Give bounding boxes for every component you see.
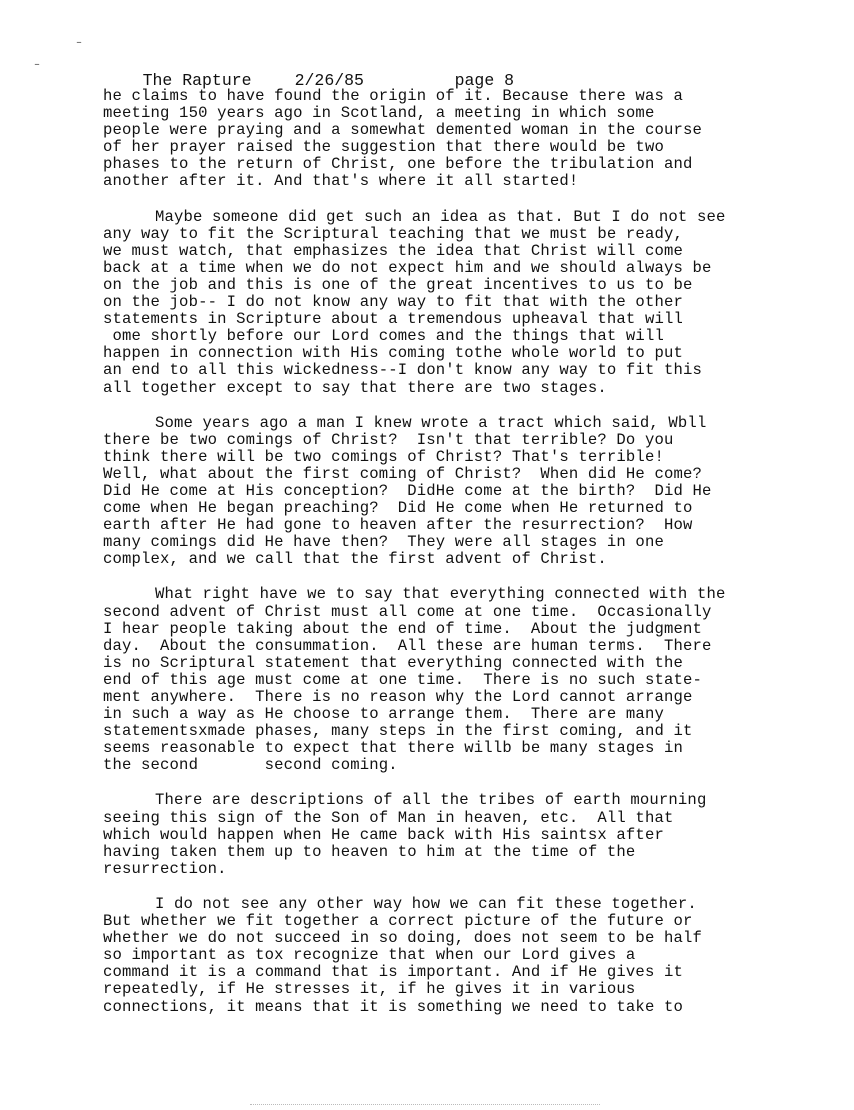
- text-line: Well, what about the first coming of Christ? When did He come?: [103, 464, 702, 483]
- paragraph: [103, 209, 803, 397]
- text-line: What right have we to say that everything connected with the: [155, 585, 726, 604]
- text-line: complex, and we call that the first advent of Christ.: [103, 550, 607, 569]
- paragraph: [103, 415, 803, 569]
- text-line: many comings did He have then? They were all stages in one: [103, 533, 664, 552]
- text-line: meeting 150 years ago in Scotland, a meeting in which some: [103, 104, 655, 123]
- text-line: so important as tox recognize that when our Lord gives a: [103, 946, 636, 965]
- text-line: connections, it means that it is something we need to take to: [103, 997, 683, 1016]
- text-line: earth after He had gone to heaven after the resurrection? How: [103, 516, 693, 535]
- text-line: end of this age must come at one time. There is no such state-: [103, 670, 702, 689]
- text-line: the second second coming.: [103, 756, 398, 775]
- paragraph: [103, 586, 803, 774]
- text-line: ome shortly before our Lord comes and the things that will: [103, 327, 664, 346]
- text-line: happen in connection with His coming tothe whole world to put: [103, 344, 683, 363]
- stray-mark: –: [34, 60, 41, 71]
- text-line: any way to fit the Scriptural teaching that we must be ready,: [103, 224, 683, 243]
- document-title: The Rapture: [142, 71, 252, 90]
- text-line: is no Scriptural statement that everything connected with the: [103, 653, 683, 672]
- text-line: I do not see any other way how we can fit these together.: [155, 894, 697, 913]
- text-line: statementsxmade phases, many steps in the first coming, and it: [103, 722, 693, 741]
- paragraph: [103, 896, 803, 1016]
- text-line: come when He began preaching? Did He come when He returned to: [103, 499, 693, 518]
- paragraph: [103, 88, 803, 191]
- text-line: phases to the return of Christ, one before the tribulation and: [103, 155, 693, 174]
- text-line: of her prayer raised the suggestion that there would be two: [103, 138, 664, 157]
- text-line: an end to all this wickedness--I don't know any way to fit this: [103, 361, 702, 380]
- text-line: command it is a command that is important. And if He gives it: [103, 963, 683, 982]
- text-line: statements in Scripture about a tremendous upheaval that will: [103, 310, 683, 329]
- text-line: another after it. And that's where it all started!: [103, 172, 579, 191]
- document-date: 2/26/85: [294, 71, 364, 90]
- page-number: page 8: [454, 71, 515, 90]
- text-line: repeatedly, if He stresses it, if he gives it in various: [103, 980, 636, 999]
- text-line: which would happen when He came back with His saintsx after: [103, 825, 664, 844]
- text-line: There are descriptions of all the tribes of earth mourning: [155, 791, 707, 810]
- text-line: ment anywhere. There is no reason why the Lord cannot arrange: [103, 688, 693, 706]
- text-line: he claims to have found the origin of it. Because there was a: [103, 87, 683, 105]
- text-line: on the job-- I do not know any way to fit that with the other: [103, 293, 683, 312]
- text-line: second advent of Christ must all come at one time. Occasionally: [103, 602, 712, 621]
- text-line: on the job and this is one of the great incentives to us to be: [103, 275, 693, 294]
- scan-artifact-line: [250, 1104, 600, 1106]
- text-line: day. About the consummation. All these are human terms. There: [103, 636, 712, 655]
- text-line: all together except to say that there are two stages.: [103, 378, 607, 397]
- document-body: [103, 88, 803, 1034]
- text-line: But whether we fit together a correct picture of the future or: [103, 912, 693, 931]
- text-line: I hear people taking about the end of time. About the judgment: [103, 619, 702, 638]
- text-line: back at a time when we do not expect him and we should always be: [103, 258, 712, 277]
- text-line: Maybe someone did get such an idea as that. But I do not see: [155, 207, 726, 226]
- stray-mark: ‒: [76, 38, 83, 49]
- text-line: people were praying and a somewhat demented woman in the course: [103, 121, 702, 140]
- text-line: seeing this sign of the Son of Man in heaven, etc. All that: [103, 808, 674, 827]
- text-line: there be two comings of Christ? Isn't that terrible? Do you: [103, 430, 674, 449]
- text-line: think there will be two comings of Christ? That's terrible!: [103, 447, 664, 466]
- text-line: we must watch, that emphasizes the idea that Christ will come: [103, 241, 683, 260]
- text-line: Did He come at His conception? DidHe come at the birth? Did He: [103, 481, 712, 500]
- text-line: whether we do not succeed in so doing, does not seem to be half: [103, 929, 702, 948]
- text-line: having taken them up to heaven to him at the time of the: [103, 842, 636, 861]
- text-line: resurrection.: [103, 859, 227, 878]
- paragraph: [103, 792, 803, 877]
- text-line: Some years ago a man I knew wrote a tract which said, Wbll: [155, 413, 707, 432]
- text-line: in such a way as He choose to arrange them. There are many: [103, 705, 664, 724]
- text-line: seems reasonable to expect that there willb be many stages in: [103, 739, 683, 758]
